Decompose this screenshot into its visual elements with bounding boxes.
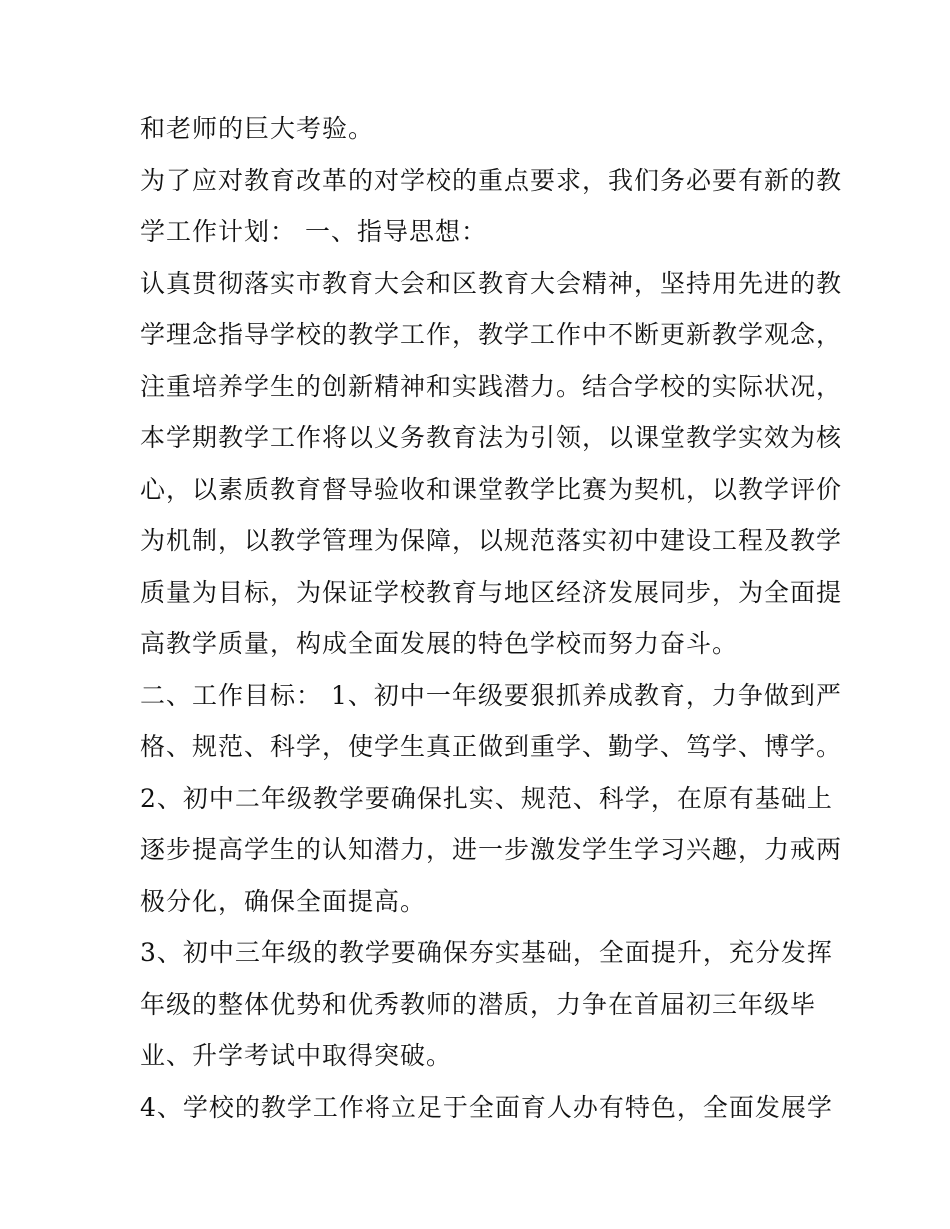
document-body [140,103,843,1133]
text-line: 为了应对教育改革的对学校的重点要求，我们务必要有新的教 [140,165,843,195]
text-line: 年级的整体优势和优秀教师的潜质，力争在首届初三年级毕 [140,989,817,1019]
text-line: 二、工作目标： 1、初中一年级要狠抓养成教育，力争做到严 [140,680,842,710]
text-line: 本学期教学工作将以义务教育法为引领，以课堂教学实效为核 [140,423,843,452]
text-line: 4、学校的教学工作将立足于全面育人办有特色，全面发展学 [140,1092,833,1122]
text-line: 和老师的巨大考验。 [140,114,375,143]
text-line: 心，以素质教育督导验收和课堂教学比赛为契机，以教学评价 [140,474,843,504]
text-line: 学理念指导学校的教学工作，教学工作中不断更新教学观念， [140,320,843,349]
text-line: 学工作计划： 一、指导思想： [140,217,487,246]
text-line: 为机制，以教学管理为保障，以规范落实初中建设工程及教学 [140,526,843,555]
text-line: 认真贯彻落实市教育大会和区教育大会精神，坚持用先进的教 [140,268,843,298]
text-line: 业、升学考试中取得突破。 [140,1041,453,1070]
text-line: 极分化，确保全面提高。 [140,886,427,916]
text-line: 注重培养学生的创新精神和实践潜力。结合学校的实际状况， [140,371,843,401]
text-line: 高教学质量，构成全面发展的特色学校而努力奋斗。 [140,629,739,658]
text-line: 质量为目标，为保证学校教育与地区经济发展同步，为全面提 [140,577,843,607]
text-line: 格、规范、科学，使学生真正做到重学、勤学、笃学、博学。 [140,732,843,761]
text-line: 逐步提高学生的认知潜力，进一步激发学生学习兴趣，力戒两 [140,835,843,864]
text-line: 2、初中二年级教学要确保扎实、规范、科学，在原有基础上 [140,783,833,813]
text-line: 3、初中三年级的教学要确保夯实基础，全面提升，充分发挥 [140,938,833,967]
